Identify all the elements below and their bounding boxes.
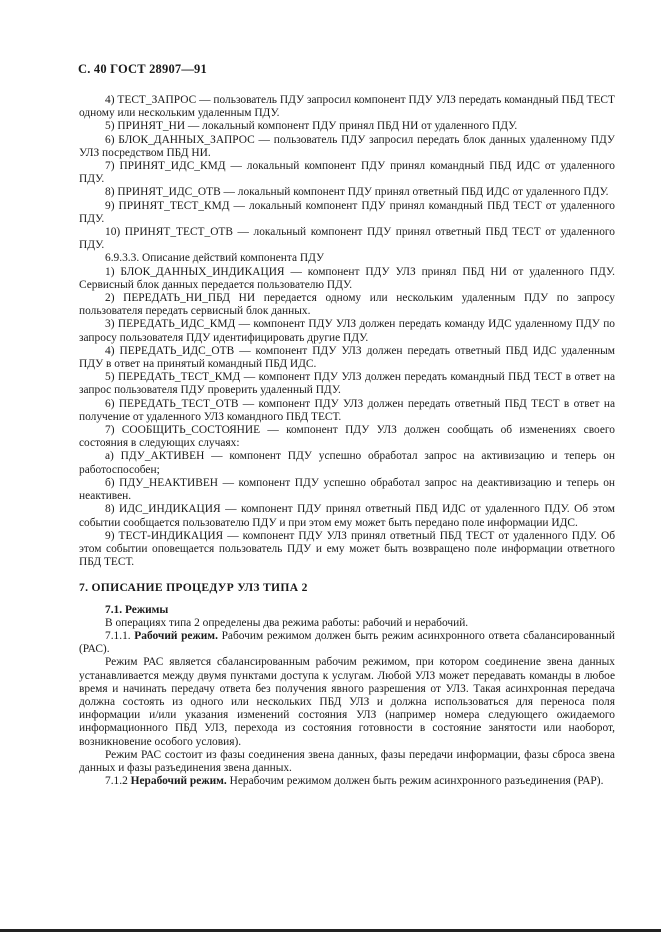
list-item: 7) СООБЩИТЬ_СОСТОЯНИЕ — компонент ПДУ УЛЗ должен сообщать об изменениях своего состояния в следующих случаях: xyxy=(79,424,615,450)
section-7-1-1 xyxy=(79,630,615,656)
list-item: 8) ИДС_ИНДИКАЦИЯ — компонент ПДУ принял ответный ПБД ИДС от удаленного ПДУ. Об этом событии сообщается пользователю ПДУ и при этом ему может быть передано поле информации ИДС. xyxy=(79,503,615,529)
list-item: 1) БЛОК_ДАННЫХ_ИНДИКАЦИЯ — компонент ПДУ УЛЗ принял ПБД НИ от удаленного ПДУ. Сервисный блок данных передается пользователю ПДУ. xyxy=(79,265,615,291)
section-number: 7.1. xyxy=(105,603,123,616)
section-number: 7.1.2 xyxy=(105,775,128,788)
page-body xyxy=(79,94,615,788)
page-header: С. 40 ГОСТ 28907—91 xyxy=(78,62,207,76)
list-item: 4) ТЕСТ_ЗАПРОС — пользователь ПДУ запросил компонент ПДУ УЛЗ передать командный ПБД ТЕСТ одному или нескольким удаленным ПДУ. xyxy=(79,94,615,120)
section-7-1-2 xyxy=(79,775,615,788)
list-item: 3) ПЕРЕДАТЬ_ИДС_КМД — компонент ПДУ УЛЗ должен передать команду ИДС удаленному ПДУ по запросу пользователя ПДУ идентифицировать другие ПДУ. xyxy=(79,318,615,344)
paragraph: Режим РАС состоит из фазы соединения звена данных, фазы передачи информации, фазы сброса звена данных и фазы разъединения звена данных. xyxy=(79,748,615,774)
page-bottom-rule xyxy=(0,929,661,932)
list-item: 7) ПРИНЯТ_ИДС_КМД — локальный компонент ПДУ принял командный ПБД ИДС от удаленного ПДУ. xyxy=(79,160,615,186)
list-item: 9) ПРИНЯТ_ТЕСТ_КМД — локальный компонент ПДУ принял командный ПБД ТЕСТ от удаленного ПДУ. xyxy=(79,199,615,225)
list-item: 4) ПЕРЕДАТЬ_ИДС_ОТВ — компонент ПДУ УЛЗ должен передать ответный ПБД ИДС удаленным ПДУ в ответ на принятый командный ПБД ИДС. xyxy=(79,344,615,371)
section-title: Режимы xyxy=(124,603,169,616)
list-item: б) ПДУ_НЕАКТИВЕН — компонент ПДУ успешно обработал запрос на деактивизацию и теперь он неактивен. xyxy=(79,476,615,503)
paragraph: Режим РАС является сбалансированным рабочим режимом, при котором соединение звена данных устанавливается между двумя пунктами доступа к услугам. Любой УЛЗ может передавать команды в любое время и начинать передачу ответа без получения явного разрешения от УЛЗ. Такая асинхронная передача должна состоять из одного или нескольких ПБД УЛЗ и должна использоваться для переноса поля информации и/или указания изменений состояния УЛЗ (например номера следующего ожидаемого информационного ПБД УЛЗ, перехода из состояния готовности в состояние занятости или наоборот, возникновение особого условия). xyxy=(79,656,615,748)
section-title: Нерабочий режим. xyxy=(130,775,227,788)
section-heading: 7. ОПИСАНИЕ ПРОЦЕДУР УЛЗ ТИПА 2 xyxy=(79,581,308,595)
list-item: а) ПДУ_АКТИВЕН — компонент ПДУ успешно обработал запрос на активизацию и теперь он работоспособен; xyxy=(79,450,615,476)
list-item: 5) ПЕРЕДАТЬ_ТЕСТ_КМД — компонент ПДУ УЛЗ должен передать командный ПБД ТЕСТ в ответ на запрос пользователя ПДУ проверить удаленный ПДУ. xyxy=(79,371,615,397)
section-7-1 xyxy=(79,604,615,617)
list-item: 2) ПЕРЕДАТЬ_НИ_ПБД НИ передается одному или нескольким удаленным ПДУ по запросу пользователя передать сервисный блок данных. xyxy=(79,292,615,318)
list-item: 9) ТЕСТ-ИНДИКАЦИЯ — компонент ПДУ УЛЗ принял ответный ПБД ТЕСТ от удаленного ПДУ. Об этом событии оповещается пользователь ПДУ и ему может быть возвращено поле информации ответного ПБД ТЕСТ. xyxy=(79,529,615,569)
section-text: Нерабочим режимом должен быть режим асинхронного разъединения (РАР). xyxy=(229,775,604,788)
paragraph: В операциях типа 2 определены два режима работы: рабочий и нерабочий. xyxy=(105,616,469,629)
list-item: 6) ПЕРЕДАТЬ_ТЕСТ_ОТВ — компонент ПДУ УЛЗ должен передать ответный ПБД ТЕСТ в ответ на получение от удаленного УЛЗ командного ПБД ТЕСТ. xyxy=(79,397,615,423)
section-text: Рабочим режимом должен быть режим асинхронного ответа сбалансированный (РАС). xyxy=(79,629,615,656)
list-item: 8) ПРИНЯТ_ИДС_ОТВ — локальный компонент ПДУ принял ответный ПБД ИДС от удаленного ПДУ. xyxy=(105,186,609,199)
list-item: 10) ПРИНЯТ_ТЕСТ_ОТВ — локальный компонент ПДУ принял ответный ПБД ТЕСТ от удаленного ПДУ. xyxy=(79,226,615,252)
section-title: Рабочий режим. xyxy=(134,629,218,642)
section-number: 7.1.1. xyxy=(105,629,131,642)
subsection-title: 6.9.3.3. Описание действий компонента ПДУ xyxy=(105,252,325,265)
list-item: 5) ПРИНЯТ_НИ — локальный компонент ПДУ принял ПБД НИ от удаленного ПДУ. xyxy=(105,120,518,133)
list-item: 6) БЛОК_ДАННЫХ_ЗАПРОС — пользователь ПДУ запросил передать блок данных удаленному ПДУ УЛЗ посредством ПБД НИ. xyxy=(79,133,615,159)
